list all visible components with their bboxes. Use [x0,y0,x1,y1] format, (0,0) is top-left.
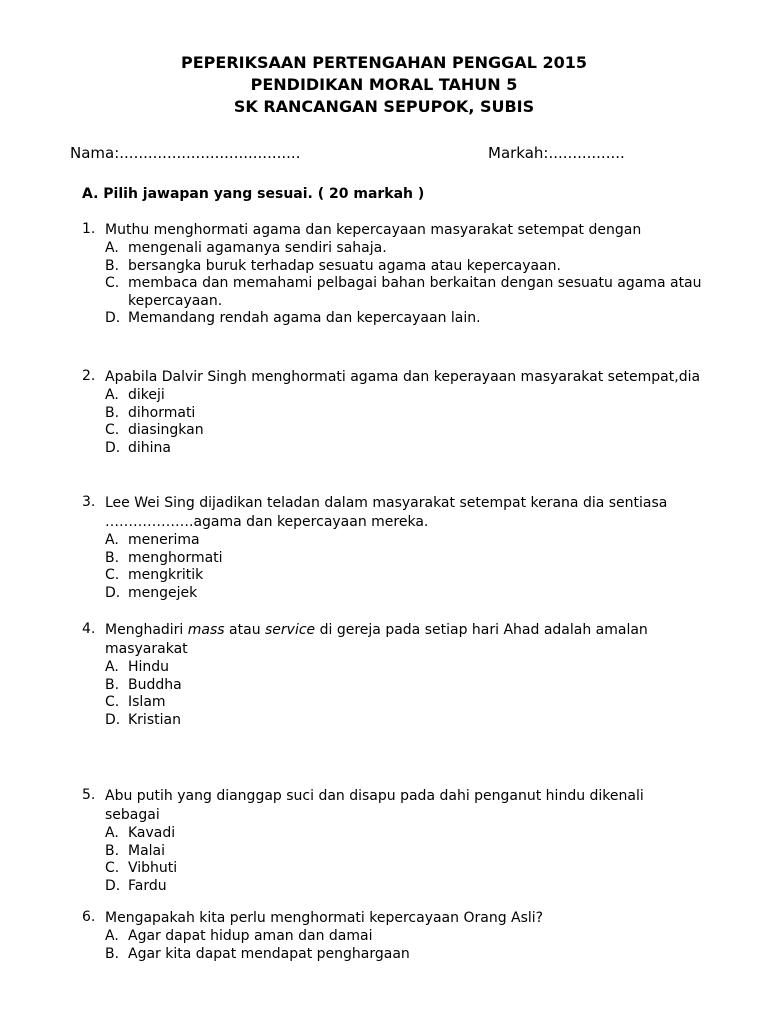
option-b: B. dihormati [105,404,196,421]
options-list [105,532,702,602]
question-text: Lee Wei Sing dijadikan teladan dalam masyarakat setempat kerana dia sentiasa ……………….agama dan kepercayaan mereka. [105,495,668,530]
question-2 [82,368,702,457]
italic-term-mass: mass [187,622,225,638]
options-list [105,240,702,328]
option-d: D. Fardu [105,877,167,894]
question-number: 4. [82,621,96,637]
italic-term-service: service [265,622,316,638]
question-text: Mengapakah kita perlu menghormati kepercayaan Orang Asli? [105,910,544,926]
question-number: 2. [82,368,96,384]
option-a: A. menerima [105,532,200,548]
subject-title: PENDIDIKAN MORAL TAHUN 5 [250,75,518,94]
option-c: C. mengkritik [105,567,204,583]
option-b: B. Malai [105,842,166,859]
exam-title: PEPERIKSAAN PERTENGAHAN PENGGAL 2015 [181,53,587,72]
question-number: 3. [82,494,96,510]
question-number: 5. [82,787,96,803]
option-b: B. menghormati [105,549,223,566]
option-a: A. Agar dapat hidup aman dan damai [105,928,373,944]
option-b: B. Agar kita dapat mendapat penghargaan [105,945,410,962]
marks-field: Markah:................ [488,144,625,162]
option-b: B. bersangka buruk terhadap sesuatu agama atau kepercayaan. [105,257,561,274]
option-c: C. Vibhuti [105,860,178,876]
question-text: Abu putih yang dianggap suci dan disapu pada dahi penganut hindu dikenali sebagai [105,788,644,823]
options-list [105,928,702,963]
option-d: D. mengejek [105,584,198,601]
name-field: Nama:...................................... [70,144,301,162]
section-a-instruction: A. Pilih jawapan yang sesuai. ( 20 markah ) [82,186,425,202]
school-name: SK RANCANGAN SEPUPOK, SUBIS [233,97,535,116]
options-list [105,825,702,895]
question-3 [82,494,702,602]
option-d: D. dihina [105,439,171,456]
question-text: Menghadiri mass atau service di gereja pada setiap hari Ahad adalah amalan masyarakat [105,622,648,657]
option-a: A. Hindu [105,659,170,675]
option-a: A. mengenali agamanya sendiri sahaja. [105,240,387,256]
option-d: D. Kristian [105,711,181,728]
option-c: C. Islam [105,694,166,710]
question-6 [82,909,702,963]
question-text: Muthu menghormati agama dan kepercayaan masyarakat setempat dengan [105,222,642,238]
question-4 [82,621,702,729]
option-d: D. Memandang rendah agama dan kepercayaan lain. [105,310,481,326]
options-list [105,659,702,729]
question-1 [82,221,702,328]
question-number: 6. [82,909,96,925]
option-a: A. dikeji [105,387,165,403]
question-text: Apabila Dalvir Singh menghormati agama dan keperayaan masyarakat setempat,dia [105,369,701,385]
option-c: C. membaca dan memahami pelbagai bahan berkaitan dengan sesuatu agama atau kepercayaan. [105,275,702,309]
options-list [105,387,702,457]
question-number: 1. [82,221,96,237]
option-c: C. diasingkan [105,422,204,438]
option-b: B. Buddha [105,676,182,693]
question-5 [82,787,702,895]
option-a: A. Kavadi [105,825,176,841]
